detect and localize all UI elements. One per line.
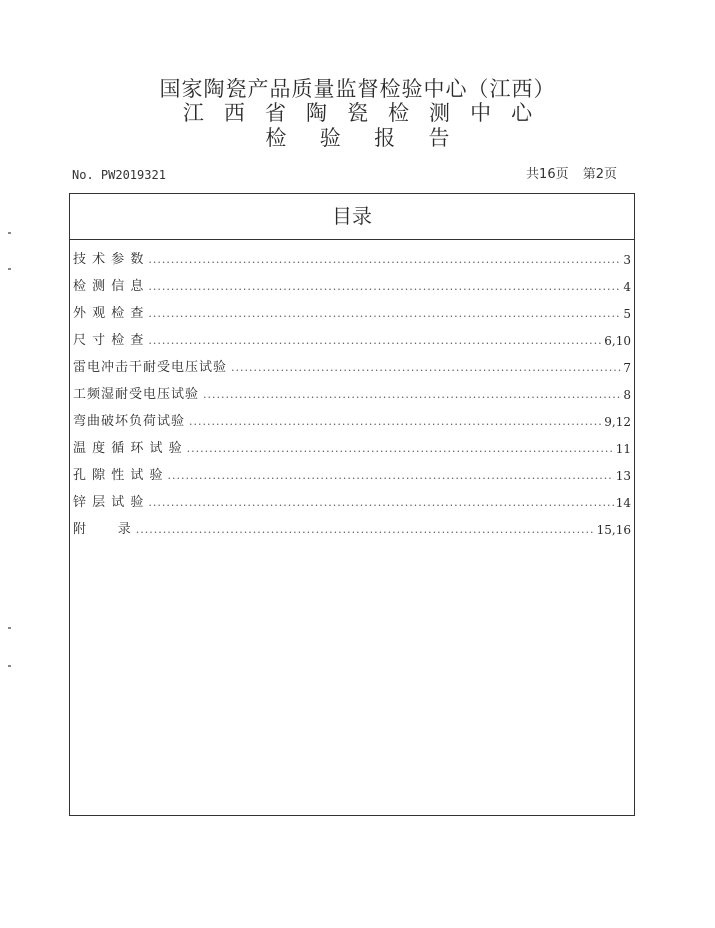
toc-item: [70, 435, 634, 462]
toc-item: [70, 489, 634, 516]
toc-item-page: 6,10: [604, 333, 631, 348]
toc-item: [70, 408, 634, 435]
toc-leader-dots: [203, 387, 621, 403]
toc-box: [69, 193, 635, 816]
toc-leader-dots: [148, 333, 602, 349]
toc-item-page: 9,12: [604, 414, 631, 429]
toc-leader-dots: [136, 522, 595, 538]
toc-item: [70, 246, 634, 273]
toc-item-label: 检 测 信 息: [73, 278, 145, 294]
center-name: 江 西 省 陶 瓷 检 测 中 心: [182, 101, 533, 125]
toc-item-page: 11: [615, 441, 631, 456]
scan-mark: [8, 232, 11, 234]
toc-item-page: 8: [623, 387, 631, 402]
page-count: 共16页 第2页: [526, 167, 617, 182]
toc-item: [70, 327, 634, 354]
toc-item: [70, 381, 634, 408]
toc-item: [70, 462, 634, 489]
toc-item-label: 孔 隙 性 试 验: [73, 467, 164, 483]
scan-mark: [8, 627, 11, 629]
toc-item-label: 温 度 循 环 试 验: [73, 440, 183, 456]
toc-leader-dots: [148, 279, 621, 295]
toc-item: [70, 273, 634, 300]
toc-leader-dots: [187, 441, 614, 457]
toc-leader-dots: [148, 495, 613, 511]
toc-leader-dots: [189, 414, 602, 430]
title-divider: [70, 239, 634, 240]
toc-item-label: 弯曲破坏负荷试验: [73, 413, 186, 429]
institution-name: 国家陶瓷产品质量监督检验中心（江西）: [159, 77, 556, 101]
toc-item-label: 技 术 参 数: [73, 251, 145, 267]
toc-leader-dots: [168, 468, 614, 484]
scan-mark: [8, 665, 11, 667]
toc-item-page: 3: [623, 252, 631, 267]
toc-title: 目录: [332, 204, 372, 228]
toc-item-label: 外 观 检 查: [73, 305, 145, 321]
toc-item-page: 13: [615, 468, 631, 483]
report-title: 检 验 报 告: [265, 126, 450, 150]
toc-item-label: 工频湿耐受电压试验: [73, 386, 200, 402]
toc-item-page: 14: [615, 495, 631, 510]
toc-item-page: 7: [623, 360, 631, 375]
toc-item: [70, 516, 634, 543]
toc-leader-dots: [231, 360, 621, 376]
toc-item-label: 附 录: [73, 521, 132, 537]
scan-mark: [8, 268, 11, 270]
toc-item-label: 雷电冲击干耐受电压试验: [73, 359, 228, 375]
toc-item-label: 尺 寸 检 查: [73, 332, 145, 348]
toc-item-page: 4: [623, 279, 631, 294]
toc-item-page: 15,16: [596, 522, 631, 537]
toc-leader-dots: [148, 252, 621, 268]
toc-leader-dots: [148, 306, 621, 322]
toc-list: [70, 246, 634, 543]
toc-item: [70, 354, 634, 381]
toc-item: [70, 300, 634, 327]
toc-item-page: 5: [623, 306, 631, 321]
report-number: No. PW2019321: [72, 168, 166, 182]
toc-item-label: 锌 层 试 验: [73, 494, 145, 510]
